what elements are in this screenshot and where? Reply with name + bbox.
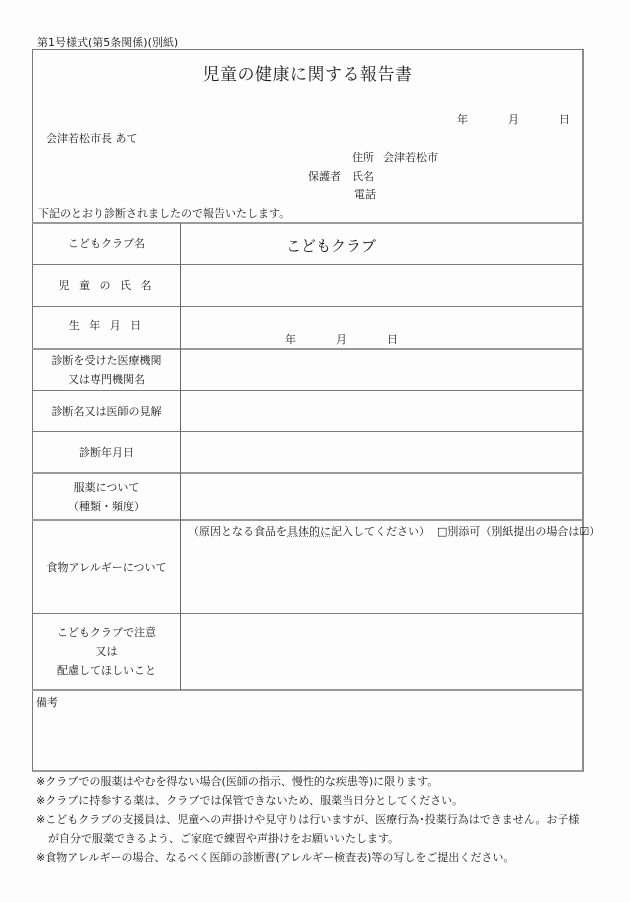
label-text: 又は専門機関名 [68, 372, 145, 386]
label-club-name [33, 223, 180, 264]
footnote: ※食物アレルギーの場合、なるべく医師の診断書(アレルギー検査表)等の写しをご提出ください。 [36, 851, 515, 864]
guardian-phone-label: 電話 [354, 188, 376, 201]
birth-year-label: 年 [285, 333, 296, 346]
guardian-address-value[interactable]: 会津若松市 [383, 151, 438, 164]
club-name-value[interactable]: こどもクラブ [285, 237, 376, 255]
guardian-address-label: 住所 [352, 151, 374, 164]
instruction-text-underlined: 具体的に [287, 525, 331, 538]
report-date-year: 年 [457, 113, 468, 126]
footnote: ※こどもクラブの支援員は、児童への声掛けや見守りは行いますが、医療行為･投薬行為はできません。お子様 [36, 813, 580, 826]
diagnosis-date-field[interactable] [181, 432, 582, 472]
label-text: 診断を受けた医療機関 [51, 353, 162, 367]
guardian-group-label: 保護者 [308, 170, 341, 183]
medical-institution-field[interactable] [181, 349, 582, 390]
addressee: 会津若松市長 あて [46, 132, 138, 145]
label-text: 診断年月日 [79, 445, 134, 459]
attachment-label: 別添可（別紙提出の場合は☑） [447, 525, 601, 538]
label-text: （種類・頻度） [68, 499, 145, 513]
footnotes [36, 772, 579, 867]
child-name-field[interactable] [181, 265, 582, 306]
label-birth-date [33, 307, 180, 343]
attachment-checkbox[interactable]: □ [437, 525, 448, 538]
remarks-label: 備考 [36, 696, 58, 709]
document-title: 児童の健康に関する報告書 [202, 65, 413, 85]
instruction-text: （原因となる食品を [188, 525, 287, 538]
birth-month-label: 月 [336, 333, 347, 346]
intro-text: 下記のとおり診断されましたので報告いたします。 [38, 207, 291, 220]
remarks-top-border [32, 689, 583, 691]
label-medical-institution [33, 349, 180, 390]
birth-day-label: 日 [387, 333, 398, 346]
label-text: 診断名又は医師の見解 [51, 404, 162, 418]
report-date-day: 日 [559, 113, 570, 126]
instruction-text: 記入してください） [331, 525, 430, 538]
label-text: 生 年 月 日 [68, 318, 145, 332]
label-diagnosis-date [33, 432, 180, 472]
label-text: 食物アレルギーについて [46, 560, 167, 574]
birth-date-field[interactable] [181, 307, 582, 348]
label-text: こどもクラブ名 [68, 237, 145, 250]
label-child-name [33, 265, 180, 306]
footnote: ※クラブに持参する薬は、クラブでは保管できないため、服薬当日分としてください。 [36, 794, 464, 807]
label-diagnosis [33, 391, 180, 431]
diagnosis-field[interactable] [181, 391, 582, 431]
report-date-month: 月 [508, 113, 519, 126]
label-text: 配慮してほしいこと [57, 664, 156, 677]
footnote: ※クラブでの服薬はやむを得ない場合(医師の指示、慢性的な疾患等)に限ります。 [36, 775, 439, 788]
label-care-notes [33, 614, 180, 689]
label-text: 服薬について [73, 480, 140, 494]
label-medication [33, 474, 180, 519]
remarks-field[interactable] [33, 712, 581, 769]
food-allergy-field[interactable] [181, 540, 582, 613]
care-notes-field[interactable] [181, 614, 582, 689]
guardian-name-label: 氏名 [352, 170, 374, 183]
label-text: 児 童 の 氏 名 [58, 279, 155, 292]
label-text: 又は [95, 645, 118, 658]
label-text: こどもクラブで注意 [56, 626, 157, 639]
label-food-allergy [33, 521, 180, 613]
medication-field[interactable] [181, 474, 582, 519]
footnote-continuation: が自分で服薬できるよう、ご家庭で練習や声掛けをお願いいたします。 [48, 832, 400, 845]
food-allergy-instruction [188, 523, 600, 539]
form-number: 第1号様式(第5条関係)(別紙) [37, 36, 179, 49]
